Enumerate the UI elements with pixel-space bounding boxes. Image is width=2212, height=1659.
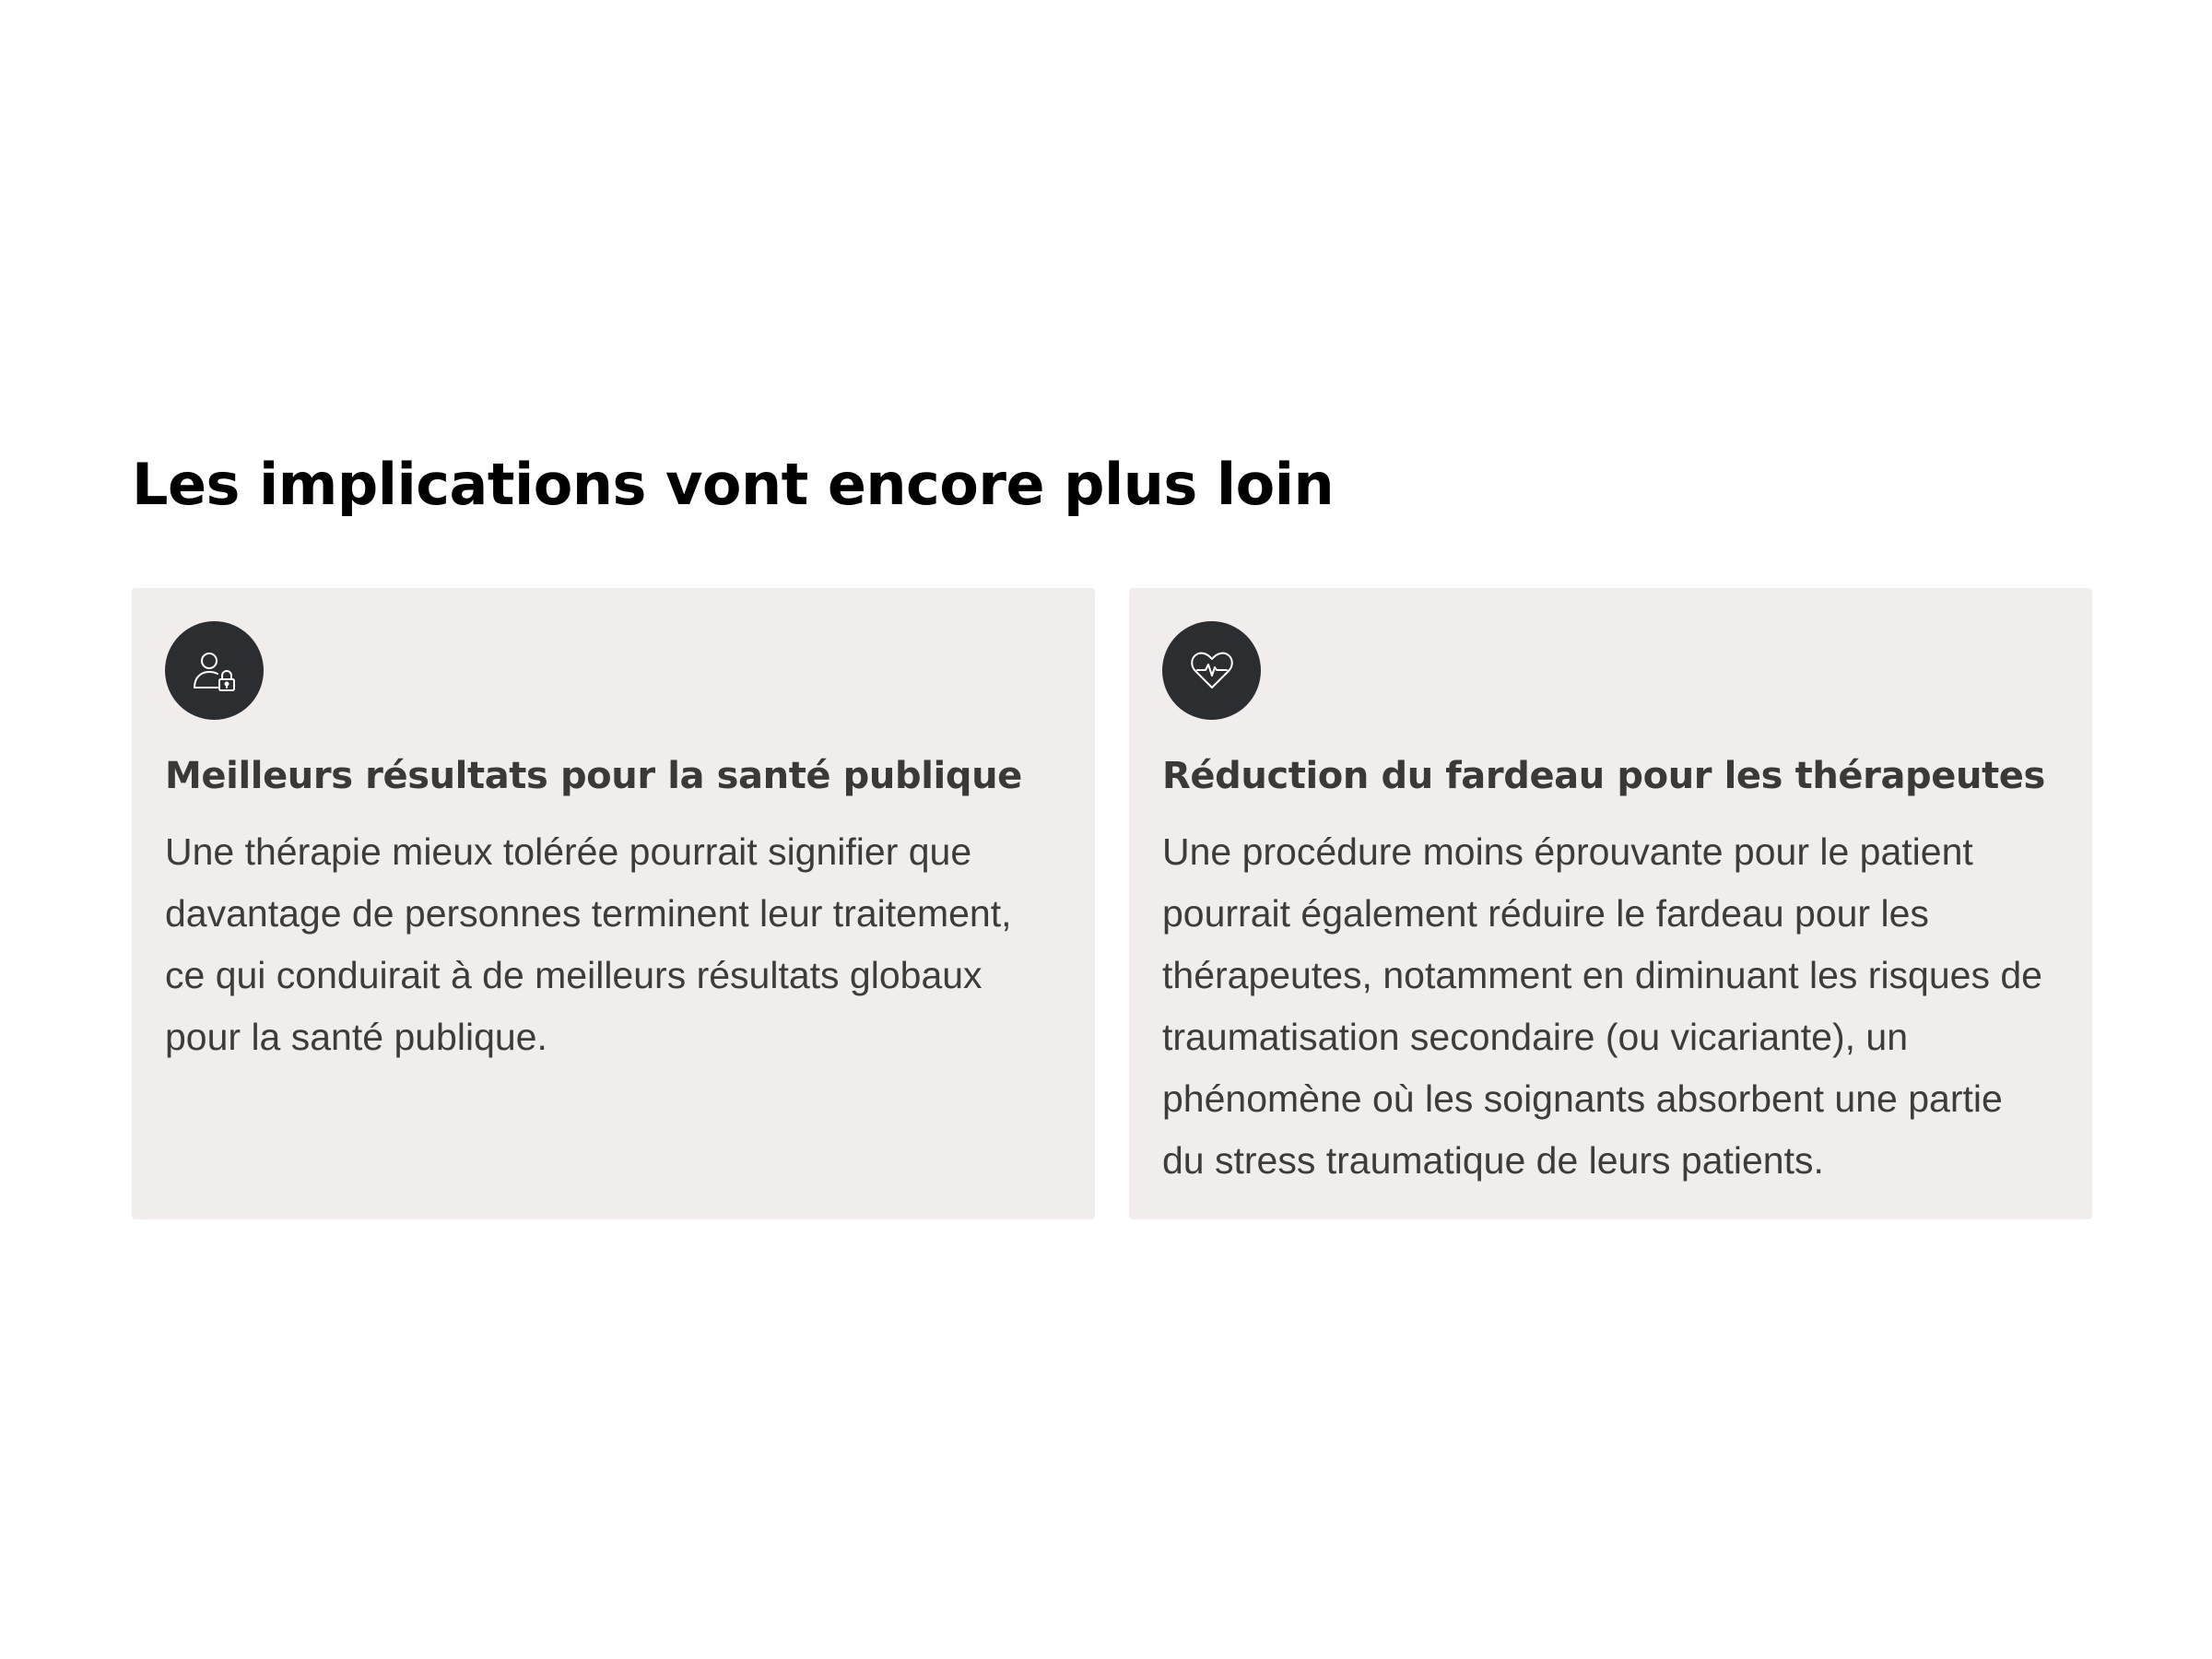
icon-badge (165, 621, 264, 720)
card-description: Une procédure moins éprouvante pour le patient pourrait également réduire le fardeau pour les thérapeutes, notamment en diminuant les risques de traumatisation secondaire (ou vicariante), un phénomène où les soignants absorbent une partie du stress traumatique de leurs patients. (1162, 830, 2042, 1182)
cards-row (132, 588, 2093, 1219)
implications-section (132, 433, 2093, 1182)
card-title: Réduction du fardeau pour les thérapeutes (1162, 755, 2045, 797)
heart-pulse-icon (1186, 645, 1238, 697)
section-title: Les implications vont encore plus loin (132, 451, 1335, 518)
card-description: Une thérapie mieux tolérée pourrait signifier que davantage de personnes terminent leur traitement, ce qui conduirait à de meilleurs résultats globaux pour la santé publique. (165, 830, 1012, 1058)
icon-badge (1162, 621, 1261, 720)
card-therapist-burden (1129, 588, 2092, 1219)
card-title: Meilleurs résultats pour la santé publique (165, 755, 1022, 797)
card-public-health (132, 588, 1095, 1219)
user-lock-icon (189, 645, 241, 697)
